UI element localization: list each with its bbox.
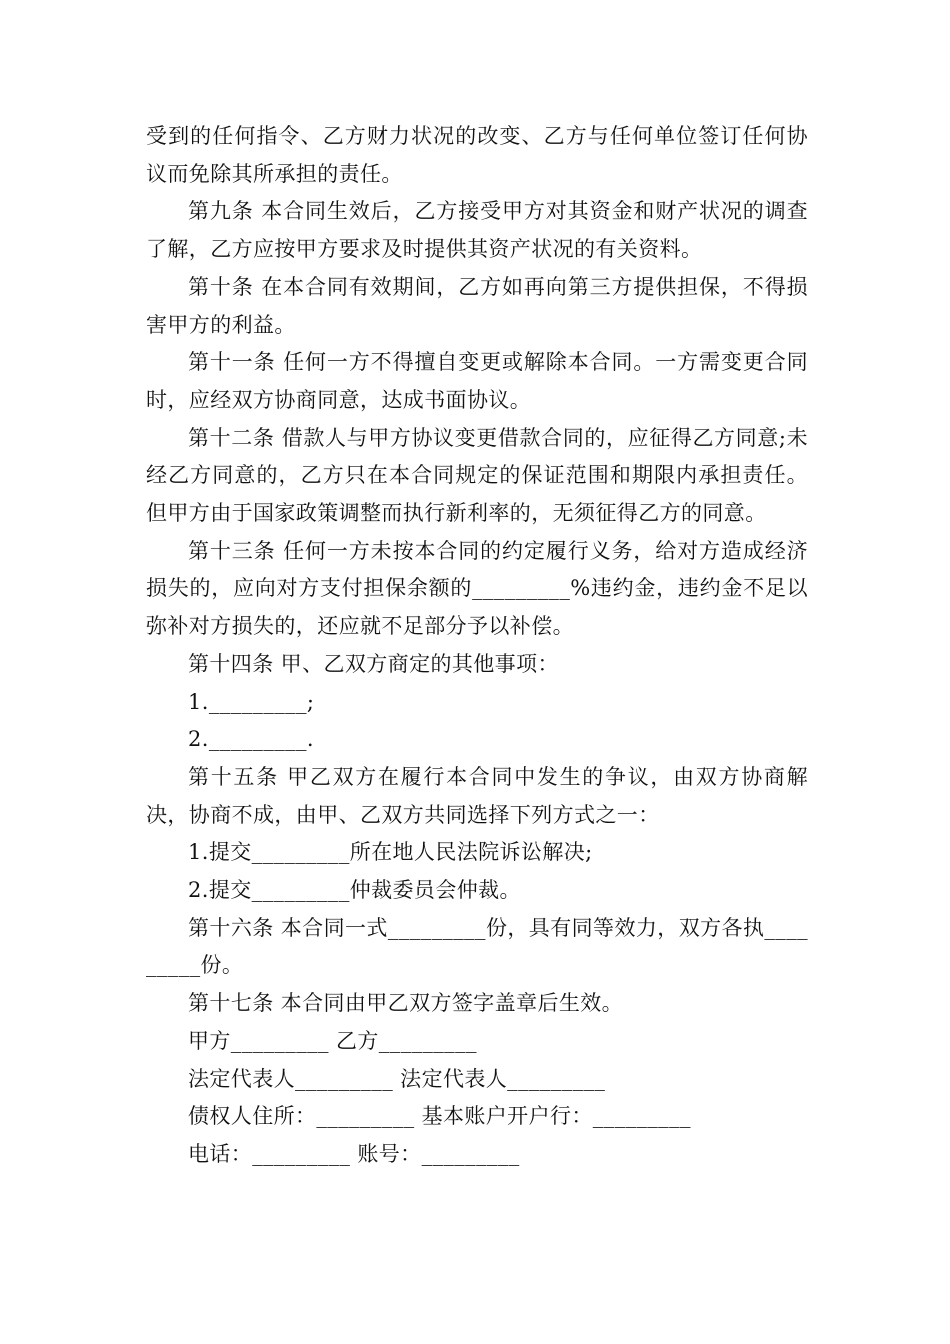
signature-contact-line: 电话：_________ 账号：_________ bbox=[188, 1141, 520, 1166]
clause-16: 第十六条 本合同一式_________份，具有同等效力，双方各执_________份。 bbox=[146, 915, 808, 978]
clause-14: 第十四条 甲、乙双方商定的其他事项： bbox=[188, 651, 559, 676]
document-body bbox=[146, 118, 808, 1174]
clause-15-option-2: 2.提交_________仲裁委员会仲裁。 bbox=[188, 878, 521, 903]
clause-15-option-1: 1.提交_________所在地人民法院诉讼解决; bbox=[188, 840, 593, 865]
clause-9: 第九条 本合同生效后，乙方接受甲方对其资金和财产状况的调查了解，乙方应按甲方要求及时提供其资产状况的有关资料。 bbox=[146, 199, 808, 262]
signature-address-line: 债权人住所：_________ 基本账户开户行：_________ bbox=[188, 1104, 691, 1129]
clause-12: 第十二条 借款人与甲方协议变更借款合同的，应征得乙方同意;未经乙方同意的，乙方只在本合同规定的保证范围和期限内承担责任。但甲方由于国家政策调整而执行新利率的，无须征得乙方的同意。 bbox=[146, 425, 808, 526]
clause-17: 第十七条 本合同由甲乙双方签字盖章后生效。 bbox=[188, 991, 624, 1016]
clause-13: 第十三条 任何一方未按本合同的约定履行义务，给对方造成经济损失的，应向对方支付担保余额的_________%违约金，违约金不足以弥补对方损失的，还应就不足部分予以补偿。 bbox=[146, 538, 808, 639]
signature-representative-line: 法定代表人_________ 法定代表人_________ bbox=[188, 1066, 606, 1091]
clause-14-item-2: 2._________. bbox=[188, 727, 315, 752]
clause-15: 第十五条 甲乙双方在履行本合同中发生的争议，由双方协商解决，协商不成，由甲、乙双方共同选择下列方式之一： bbox=[146, 764, 808, 827]
clause-14-item-1: 1._________; bbox=[188, 689, 315, 714]
clause-11: 第十一条 任何一方不得擅自变更或解除本合同。一方需变更合同时，应经双方协商同意，达成书面协议。 bbox=[146, 350, 808, 412]
signature-party-line: 甲方_________ 乙方_________ bbox=[188, 1028, 477, 1053]
paragraph-continuation: 受到的任何指令、乙方财力状况的改变、乙方与任何单位签订任何协议而免除其所承担的责任。 bbox=[146, 124, 808, 186]
clause-10: 第十条 在本合同有效期间，乙方如再向第三方提供担保，不得损害甲方的利益。 bbox=[146, 274, 808, 337]
